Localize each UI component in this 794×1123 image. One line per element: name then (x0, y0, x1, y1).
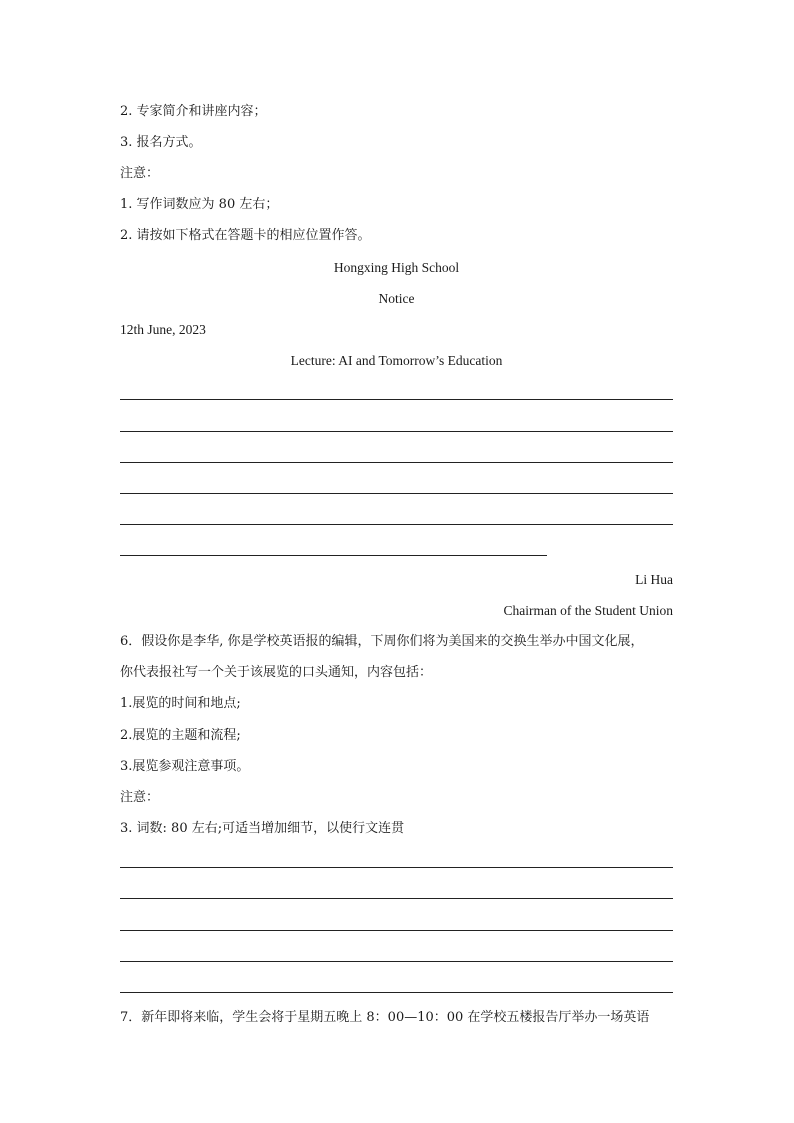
question-6-note-label: 注意： (120, 790, 160, 805)
question-6-note-3: 3. 词数: 80 左右;可适当增加细节，以使行文连贯 (120, 821, 405, 836)
signature-title: Chairman of the Student Union (503, 603, 673, 618)
question-7-prompt: 7．新年即将来临，学生会将于星期五晚上 8：00—10：00 在学校五楼报告厅举办一场英语 (120, 1010, 650, 1025)
answer-line (120, 493, 673, 494)
lecture-title: Lecture: AI and Tomorrow’s Education (290, 353, 503, 368)
note-label: 注意： (120, 166, 160, 181)
answer-line (120, 930, 673, 931)
answer-line (120, 992, 673, 993)
signature-name: Li Hua (635, 572, 673, 587)
question-6-item-1: 1.展览的时间和地点; (120, 696, 241, 711)
question-6-prompt-cont: 你代表报社写一个关于该展览的口头通知，内容包括： (120, 665, 433, 680)
answer-line (120, 524, 673, 525)
question-6-item-3: 3.展览参观注意事项。 (120, 759, 250, 774)
note-1: 1. 写作词数应为 80 左右； (120, 197, 279, 212)
answer-line (120, 867, 673, 868)
requirement-2: 2. 专家简介和讲座内容； (120, 104, 267, 119)
answer-line (120, 898, 673, 899)
answer-line (120, 431, 673, 432)
note-2: 2. 请按如下格式在答题卡的相应位置作答。 (120, 228, 371, 243)
requirement-3: 3. 报名方式。 (120, 135, 202, 150)
answer-line (120, 555, 547, 556)
answer-line (120, 961, 673, 962)
question-6-item-2: 2.展览的主题和流程; (120, 728, 241, 743)
answer-line (120, 399, 673, 400)
answer-line (120, 462, 673, 463)
question-6-prompt: 6．假设你是李华, 你是学校英语报的编辑，下周你们将为美国来的交换生举办中国文化展， (120, 634, 644, 649)
notice-heading: Notice (378, 291, 415, 306)
notice-date: 12th June, 2023 (120, 322, 206, 337)
school-name: Hongxing High School (333, 260, 460, 275)
